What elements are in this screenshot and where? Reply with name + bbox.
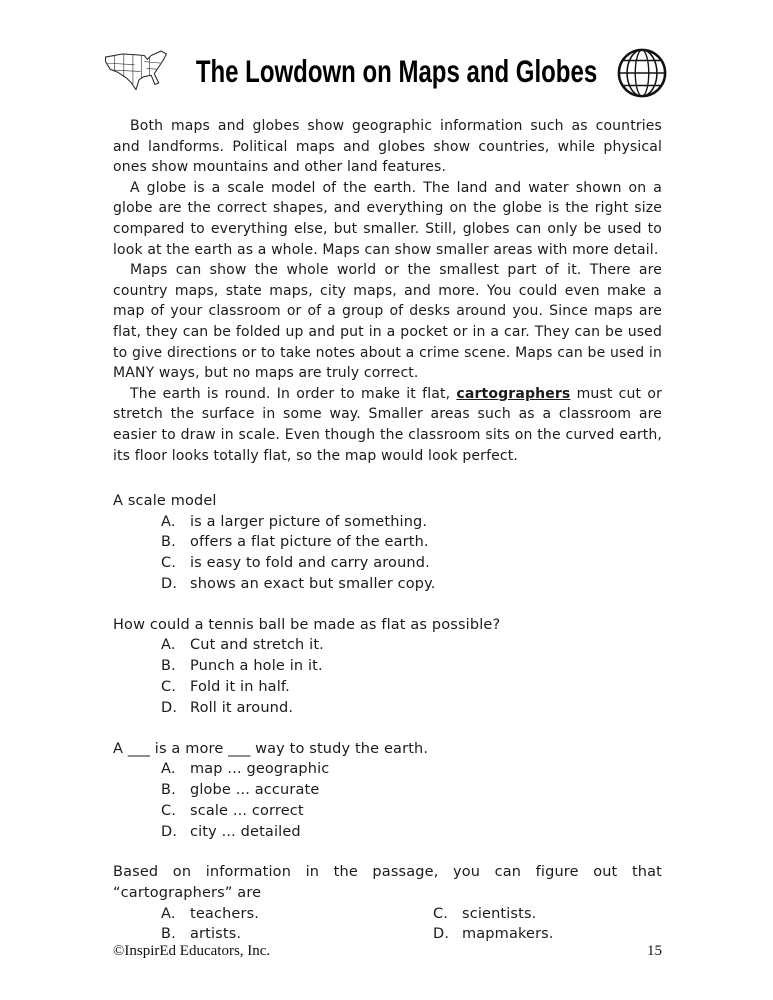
copyright-text: ©InspirEd Educators, Inc.	[113, 943, 271, 959]
question-1	[113, 491, 662, 595]
question-2	[113, 615, 662, 719]
option-a: A. Cut and stretch it.	[161, 637, 324, 654]
option-c: C. Fold it in half.	[161, 679, 290, 696]
page-number: 15	[647, 943, 662, 959]
paragraph-4-after: must cut or stretch the surface in some way. Smaller areas such as a classroom are easier to draw in scale. Even though the classroom sits on the curved earth, its floor looks totally flat, so the map would look perfect.	[113, 385, 662, 464]
option-a: A. teachers.	[161, 905, 260, 922]
reading-passage	[113, 116, 662, 466]
page-footer	[113, 943, 662, 960]
option-b: B. offers a flat picture of the earth.	[161, 534, 429, 551]
questions-section	[113, 491, 662, 945]
question-4-text: Based on information in the passage, you can figure out that “cartographers” are	[113, 864, 662, 902]
question-4	[113, 862, 662, 945]
option-d: D. mapmakers.	[433, 926, 554, 943]
option-b: B. artists.	[161, 926, 242, 943]
question-3-options	[161, 759, 662, 842]
passage-paragraph-2: A globe is a scale model of the earth. The land and water shown on a globe are the correct shapes, and everything on the globe is the right size compared to everything else, but smaller. Still, globes can only be used to look at the earth as a whole. Maps can show smaller areas with more detail.	[113, 179, 662, 258]
usa-map-icon	[101, 45, 177, 101]
question-2-options	[161, 635, 662, 718]
passage-paragraph-4	[113, 384, 662, 466]
question-1-text: A scale model	[113, 493, 217, 510]
option-a: A. map ... geographic	[161, 761, 330, 778]
option-d: D. shows an exact but smaller copy.	[161, 576, 436, 593]
question-2-text: How could a tennis ball be made as flat as possible?	[113, 616, 501, 633]
question-3-text: A ___ is a more ___ way to study the earth.	[113, 740, 429, 757]
option-c: C. is easy to fold and carry around.	[161, 555, 430, 572]
passage-paragraph-1: Both maps and globes show geographic information such as countries and landforms. Political maps and globes show countries, while physical ones show mountains and other land features.	[113, 118, 662, 176]
paragraph-4-before: The earth is round. In order to make it flat,	[130, 385, 457, 402]
option-c: C. scale ... correct	[161, 802, 304, 819]
option-d: D. Roll it around.	[161, 699, 294, 716]
question-4-options	[161, 904, 662, 946]
page-header	[101, 42, 668, 104]
cartographers-term: cartographers	[456, 385, 571, 402]
option-c: C. scientists.	[433, 905, 537, 922]
option-b: B. Punch a hole in it.	[161, 658, 323, 675]
globe-icon	[616, 47, 668, 99]
page-title: The Lowdown on Maps and Globes	[195, 54, 598, 91]
question-3	[113, 739, 662, 843]
option-b: B. globe ... accurate	[161, 782, 320, 799]
option-a: A. is a larger picture of something.	[161, 513, 428, 530]
option-d: D. city ... detailed	[161, 823, 301, 840]
passage-paragraph-3: Maps can show the whole world or the smallest part of it. There are country maps, state maps, city maps, and more. You could even make a map of your classroom or of a group of desks around you. Since maps are flat, they can be folded up and put in a pocket or in a car. They can be used to give directions or to take notes about a crime scene. Maps can be used in MANY ways, but no maps are truly correct.	[113, 262, 662, 382]
question-1-options	[161, 512, 662, 595]
